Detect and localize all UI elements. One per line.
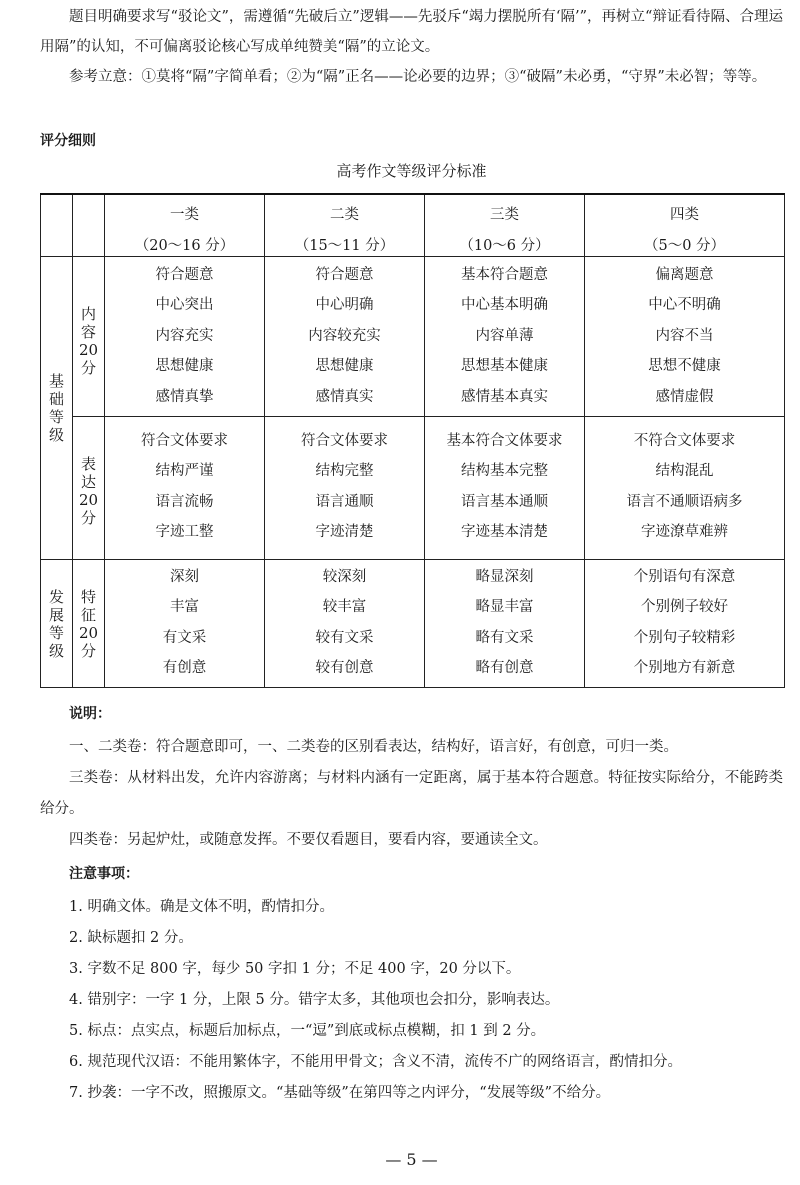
grade-cell: 符合文体要求 结构严谨 语言流畅 字迹工整 [105,416,265,559]
attention-item: 6. 规范现代汉语：不能用繁体字，不能用甲骨文；含义不清，流传不广的网络语言，酌情扣分。 [69,1054,682,1070]
grade-cell: 深刻 丰富 有文采 有创意 [105,559,265,687]
attention-item: 1. 明确文体。确是文体不明，酌情扣分。 [69,899,334,915]
note-item: 三类卷：从材料出发，允许内容游离；与材料内涵有一定距离，属于基本符合题意。特征按实际给分，不能跨类给分。 [40,770,783,817]
grading-table [40,193,785,688]
content-section-label: 内 容 20 分 [73,256,105,416]
grade-cell: 个别语句有深意 个别例子较好 个别句子较精彩 个别地方有新意 [585,559,785,687]
grade-cell: 不符合文体要求 结构混乱 语言不通顺语病多 字迹潦草难辨 [585,416,785,559]
scoring-heading: 评分细则 [40,133,96,149]
notes-section [40,700,783,1109]
development-level-label: 发 展 等 级 [41,559,73,687]
basic-level-label: 基 础 等 级 [41,256,73,559]
expression-section-row [41,416,785,559]
corner-cell [41,194,73,256]
attention-item: 2. 缺标题扣 2 分。 [69,930,193,946]
grade-cell: 符合文体要求 结构完整 语言通顺 字迹清楚 [265,416,425,559]
grade-cell: 基本符合文体要求 结构基本完整 语言基本通顺 字迹基本清楚 [425,416,585,559]
column-header: 二类 （15～11 分） [265,194,425,256]
notes-heading: 说明： [69,706,111,722]
grade-cell: 略显深刻 略显丰富 略有文采 略有创意 [425,559,585,687]
feature-section-row [41,559,785,687]
column-header: 三类 （10～6 分） [425,194,585,256]
table-title: 高考作文等级评分标准 [336,162,487,180]
page-number: — 5 — [385,1150,438,1169]
reference-themes-paragraph: 参考立意：①莫将“隔”字简单看；②为“隔”正名——论必要的边界；③“破隔”未必勇，“守界”未必智；等等。 [69,69,767,85]
expression-section-label: 表 达 20 分 [73,416,105,559]
intro-paragraph: 题目明确要求写“驳论文”，需遵循“先破后立”逻辑——先驳斥“竭力摆脱所有‘隔’”，再树立“辩证看待隔、合理运用隔”的认知，不可偏离驳论核心写成单纯赞美“隔”的立论文。 [40,9,783,55]
grade-cell: 基本符合题意 中心基本明确 内容单薄 思想基本健康 感情基本真实 [425,256,585,416]
table-header-row [41,194,785,256]
grade-cell: 偏离题意 中心不明确 内容不当 思想不健康 感情虚假 [585,256,785,416]
attention-item: 4. 错别字：一字 1 分，上限 5 分。错字太多，其他项也会扣分，影响表达。 [69,992,560,1008]
note-item: 一、二类卷：符合题意即可，一、二类卷的区别看表达，结构好，语言好，有创意，可归一类。 [69,739,678,755]
attention-item: 5. 标点：点实点，标题后加标点，一“逗”到底或标点模糊，扣 1 到 2 分。 [69,1023,546,1039]
note-item: 四类卷：另起炉灶，或随意发挥。不要仅看题目，要看内容，要通读全文。 [69,832,548,848]
attention-heading: 注意事项： [69,866,139,882]
attention-item: 7. 抄袭：一字不改，照搬原文。“基础等级”在第四等之内评分，“发展等级”不给分。 [69,1085,611,1101]
grade-cell: 符合题意 中心明确 内容较充实 思想健康 感情真实 [265,256,425,416]
grade-cell: 符合题意 中心突出 内容充实 思想健康 感情真挚 [105,256,265,416]
content-section-row [41,256,785,416]
corner-cell [73,194,105,256]
feature-section-label: 特 征 20 分 [73,559,105,687]
grade-cell: 较深刻 较丰富 较有文采 较有创意 [265,559,425,687]
column-header: 四类 （5～0 分） [585,194,785,256]
attention-item: 3. 字数不足 800 字，每少 50 字扣 1 分；不足 400 字，20 分以下。 [69,961,521,977]
column-header: 一类 （20～16 分） [105,194,265,256]
